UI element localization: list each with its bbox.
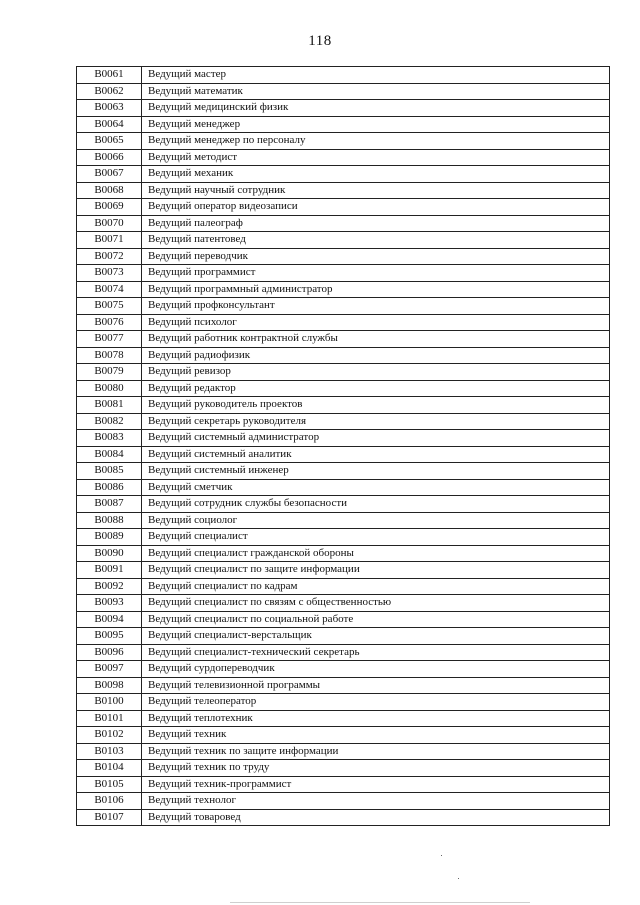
occupation-code: B0081 [77,397,142,414]
occupation-code: B0074 [77,281,142,298]
occupation-code: B0093 [77,595,142,612]
occupation-name: Ведущий системный аналитик [142,446,610,463]
table-row [77,100,610,117]
table-row [77,199,610,216]
occupation-name: Ведущий системный инженер [142,463,610,480]
occupation-name: Ведущий научный сотрудник [142,182,610,199]
occupation-name: Ведущий технолог [142,793,610,810]
occupation-name: Ведущий социолог [142,512,610,529]
occupation-code: B0091 [77,562,142,579]
table-row [77,166,610,183]
occupation-code: B0083 [77,430,142,447]
table-row [77,413,610,430]
occupation-code: B0069 [77,199,142,216]
occupation-name: Ведущий математик [142,83,610,100]
occupation-name: Ведущий секретарь руководителя [142,413,610,430]
occupation-name: Ведущий специалист-верстальщик [142,628,610,645]
table-row [77,67,610,84]
occupation-name: Ведущий специалист по связям с общественностью [142,595,610,612]
occupation-code: B0067 [77,166,142,183]
occupation-name: Ведущий палеограф [142,215,610,232]
table-row [77,512,610,529]
table-row [77,133,610,150]
occupation-code: B0102 [77,727,142,744]
occupation-code: B0095 [77,628,142,645]
table-row [77,314,610,331]
occupation-code: B0062 [77,83,142,100]
occupation-name: Ведущий техник-программист [142,776,610,793]
table-row [77,760,610,777]
occupation-name: Ведущий руководитель проектов [142,397,610,414]
occupation-code: B0105 [77,776,142,793]
occupation-name: Ведущий медицинский физик [142,100,610,117]
occupation-code: B0068 [77,182,142,199]
occupation-code: B0085 [77,463,142,480]
scan-speck [458,878,459,879]
occupation-name: Ведущий специалист по кадрам [142,578,610,595]
occupation-code: B0078 [77,347,142,364]
table-row [77,595,610,612]
occupation-name: Ведущий работник контрактной службы [142,331,610,348]
occupation-name: Ведущий техник по труду [142,760,610,777]
occupation-name: Ведущий сотрудник службы безопасности [142,496,610,513]
table-row [77,677,610,694]
occupation-name: Ведущий менеджер [142,116,610,133]
table-row [77,644,610,661]
table-row [77,661,610,678]
occupation-code: B0061 [77,67,142,84]
occupation-code: B0086 [77,479,142,496]
table-row [77,265,610,282]
occupation-code: B0089 [77,529,142,546]
occupation-code: B0063 [77,100,142,117]
occupation-code: B0071 [77,232,142,249]
occupation-name: Ведущий программист [142,265,610,282]
occupation-code: B0080 [77,380,142,397]
occupation-code: B0064 [77,116,142,133]
occupation-code: B0096 [77,644,142,661]
table-row [77,496,610,513]
table-row [77,430,610,447]
table-row [77,232,610,249]
table-body [77,67,610,826]
occupation-code: B0107 [77,809,142,826]
table-row [77,743,610,760]
table-row [77,446,610,463]
occupation-name: Ведущий специалист по защите информации [142,562,610,579]
occupation-code: B0070 [77,215,142,232]
scan-speck [441,855,442,856]
table-row [77,215,610,232]
table-row [77,694,610,711]
occupation-code: B0084 [77,446,142,463]
occupation-code: B0088 [77,512,142,529]
table-row [77,611,610,628]
table-row [77,347,610,364]
table-row [77,380,610,397]
occupation-name: Ведущий оператор видеозаписи [142,199,610,216]
occupation-name: Ведущий сурдопереводчик [142,661,610,678]
table-row [77,298,610,315]
occupation-name: Ведущий специалист гражданской обороны [142,545,610,562]
table-row [77,331,610,348]
occupation-name: Ведущий менеджер по персоналу [142,133,610,150]
occupation-code: B0090 [77,545,142,562]
occupation-name: Ведущий ревизор [142,364,610,381]
occupation-name: Ведущий профконсультант [142,298,610,315]
table-row [77,776,610,793]
table-row [77,710,610,727]
table-row [77,628,610,645]
table-row [77,116,610,133]
occupation-name: Ведущий методист [142,149,610,166]
table-row [77,545,610,562]
occupation-code: B0100 [77,694,142,711]
occupation-code: B0094 [77,611,142,628]
occupation-name: Ведущий техник [142,727,610,744]
occupation-code: B0079 [77,364,142,381]
occupation-name: Ведущий телевизионной программы [142,677,610,694]
table-row [77,149,610,166]
occupation-name: Ведущий механик [142,166,610,183]
occupation-code: B0103 [77,743,142,760]
occupation-code: B0072 [77,248,142,265]
table-row [77,529,610,546]
occupation-code: B0066 [77,149,142,166]
table-row [77,182,610,199]
occupation-name: Ведущий патентовед [142,232,610,249]
occupation-code: B0104 [77,760,142,777]
table-row [77,83,610,100]
occupation-code-table [76,66,610,826]
occupation-name: Ведущий психолог [142,314,610,331]
occupation-code: B0097 [77,661,142,678]
table-row [77,364,610,381]
table-row [77,809,610,826]
table-row [77,578,610,595]
occupation-code: B0073 [77,265,142,282]
occupation-code: B0106 [77,793,142,810]
occupation-code: B0065 [77,133,142,150]
occupation-name: Ведущий теплотехник [142,710,610,727]
occupation-code: B0076 [77,314,142,331]
table-row [77,281,610,298]
table-row [77,727,610,744]
table-row [77,562,610,579]
occupation-name: Ведущий системный администратор [142,430,610,447]
occupation-name: Ведущий телеоператор [142,694,610,711]
occupation-code: B0098 [77,677,142,694]
table-row [77,793,610,810]
occupation-name: Ведущий мастер [142,67,610,84]
page-number: 118 [308,33,332,49]
occupation-name: Ведущий программный администратор [142,281,610,298]
occupation-name: Ведущий специалист [142,529,610,546]
occupation-name: Ведущий техник по защите информации [142,743,610,760]
occupation-code: B0082 [77,413,142,430]
table-row [77,463,610,480]
occupation-name: Ведущий товаровед [142,809,610,826]
occupation-code: B0101 [77,710,142,727]
table-row [77,479,610,496]
occupation-name: Ведущий специалист-технический секретарь [142,644,610,661]
occupation-name: Ведущий сметчик [142,479,610,496]
occupation-name: Ведущий редактор [142,380,610,397]
occupation-code: B0075 [77,298,142,315]
occupation-name: Ведущий переводчик [142,248,610,265]
occupation-name: Ведущий специалист по социальной работе [142,611,610,628]
scan-edge-line [230,902,530,903]
table-row [77,397,610,414]
occupation-code: B0077 [77,331,142,348]
occupation-code: B0087 [77,496,142,513]
occupation-code: B0092 [77,578,142,595]
table-row [77,248,610,265]
occupation-name: Ведущий радиофизик [142,347,610,364]
